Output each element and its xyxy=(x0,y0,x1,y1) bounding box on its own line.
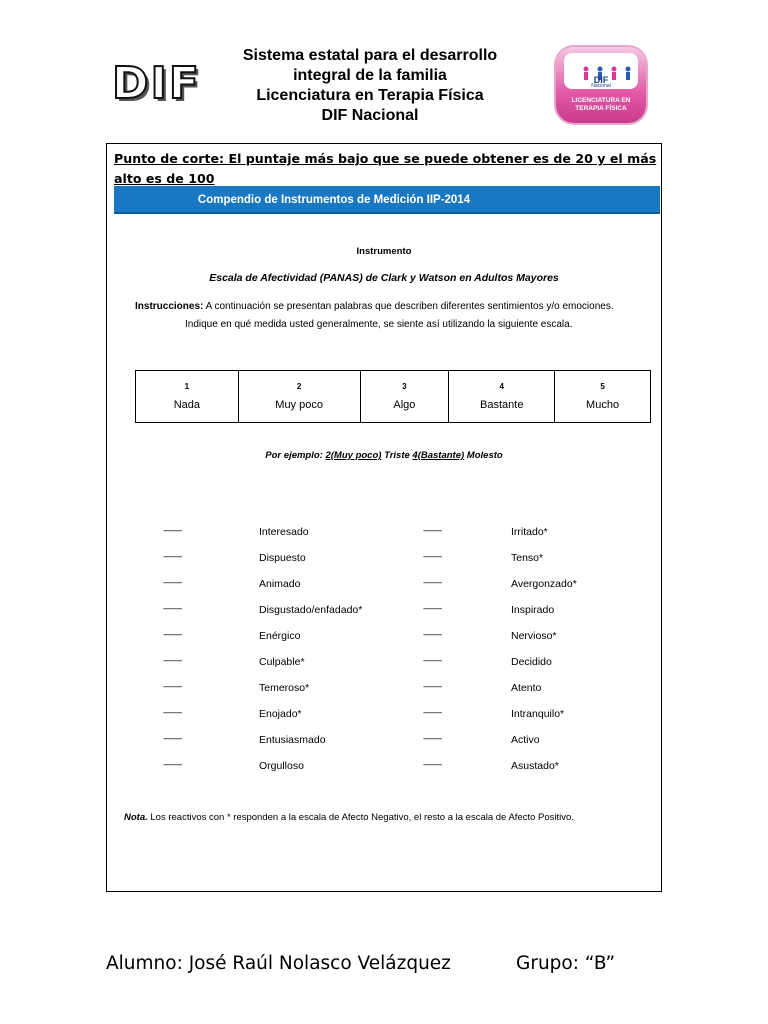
answer-blank: ----------- xyxy=(163,552,182,561)
answer-blank: ----------- xyxy=(423,552,442,561)
item-word: Orgulloso xyxy=(259,760,304,772)
answer-blank: ----------- xyxy=(163,630,182,639)
items-list xyxy=(107,520,663,780)
scale-cell-5 xyxy=(555,371,651,423)
answer-blank: ----------- xyxy=(163,708,182,717)
title-line-1: Sistema estatal para el desarrollo xyxy=(242,47,498,64)
badge-program-text: LICENCIATURA EN TERAPIA FÍSICA xyxy=(571,97,631,112)
page-footer xyxy=(0,953,768,983)
item-word: Inspirado xyxy=(511,604,555,616)
scale-num: 4 xyxy=(499,382,504,391)
example-second-rating: 4(Bastante) xyxy=(412,450,465,461)
item-word: Asustado* xyxy=(511,760,559,772)
example-prefix: Por ejemplo: xyxy=(265,450,326,461)
answer-blank: ----------- xyxy=(423,708,442,717)
banner-title: Compendio de Instrumentos de Medición IIP-2014 xyxy=(197,194,471,206)
badge-sub-label: Nacional xyxy=(591,83,611,89)
scale-cell-2 xyxy=(238,371,360,423)
item-word: Atento xyxy=(511,682,542,694)
answer-blank: ----------- xyxy=(423,734,442,743)
scale-num: 5 xyxy=(600,382,605,391)
rating-scale-table xyxy=(135,370,651,423)
scale-cell-4 xyxy=(449,371,555,423)
instrument-frame xyxy=(106,143,662,892)
item-row xyxy=(107,754,663,780)
item-row xyxy=(107,676,663,702)
answer-blank: ----------- xyxy=(163,526,182,535)
compendium-banner xyxy=(114,186,660,214)
scale-num: 3 xyxy=(402,382,407,391)
answer-blank: ----------- xyxy=(423,630,442,639)
answer-blank: ----------- xyxy=(423,656,442,665)
item-word: Animado xyxy=(259,578,301,590)
item-word: Intranquilo* xyxy=(511,708,565,720)
example-line xyxy=(107,450,661,461)
item-row xyxy=(107,572,663,598)
example-middle: Triste xyxy=(381,450,413,461)
badge-dif-label: DIF xyxy=(593,75,609,85)
instructions-bold: Instrucciones: xyxy=(135,301,204,312)
instructions-line-1: A continuación se presentan palabras que describen diferentes sentimientos y/o emociones. xyxy=(203,301,614,312)
title-line-4: DIF Nacional xyxy=(321,107,419,124)
item-word: Nervioso* xyxy=(511,630,557,642)
dif-logo: DIF xyxy=(112,58,201,109)
item-word: Entusiasmado xyxy=(259,734,326,746)
example-suffix: Molesto xyxy=(464,450,503,461)
scoring-note xyxy=(124,812,654,823)
instructions-line-2: Indique en qué medida usted generalmente, se siente así utilizando la siguiente escala. xyxy=(185,319,573,330)
item-row xyxy=(107,650,663,676)
title-line-2: integral de la familia xyxy=(293,67,447,84)
scale-name: Escala de Afectividad (PANAS) de Clark y Watson en Adultos Mayores xyxy=(209,272,559,284)
item-word: Tenso* xyxy=(511,552,544,564)
answer-blank: ----------- xyxy=(423,760,442,769)
item-word: Irritado* xyxy=(511,526,548,538)
answer-blank: ----------- xyxy=(163,656,182,665)
answer-blank: ----------- xyxy=(163,682,182,691)
program-badge-logo xyxy=(556,47,646,123)
rating-scale-row xyxy=(136,371,651,423)
item-word: Temeroso* xyxy=(259,682,310,694)
item-word: Activo xyxy=(511,734,540,746)
item-word: Interesado xyxy=(259,526,309,538)
item-row xyxy=(107,702,663,728)
answer-blank: ----------- xyxy=(163,760,182,769)
title-line-3: Licenciatura en Terapia Física xyxy=(256,87,484,104)
scale-label: Bastante xyxy=(480,399,524,411)
scale-label: Algo xyxy=(393,399,416,411)
institution-title xyxy=(210,46,530,126)
note-text: Los reactivos con * responden a la escala de Afecto Negativo, el resto a la escala de Afecto Positivo. xyxy=(147,812,574,823)
item-word: Enojado* xyxy=(259,708,302,720)
scale-label: Nada xyxy=(173,399,201,411)
note-bold: Nota. xyxy=(124,812,148,823)
example-first-rating: 2(Muy poco) xyxy=(325,450,382,461)
answer-blank: ----------- xyxy=(423,604,442,613)
scale-cell-3 xyxy=(360,371,449,423)
scale-label: Mucho xyxy=(586,399,620,411)
item-row xyxy=(107,728,663,754)
instrument-label: Instrumento xyxy=(356,246,412,257)
group-label: Grupo: “B” xyxy=(516,953,616,974)
answer-blank: ----------- xyxy=(423,526,442,535)
scale-num: 1 xyxy=(184,382,190,391)
answer-blank: ----------- xyxy=(163,578,182,587)
item-row xyxy=(107,624,663,650)
item-word: Dispuesto xyxy=(259,552,306,564)
item-word: Enérgico xyxy=(259,630,301,642)
item-word: Disgustado/enfadado* xyxy=(259,604,363,616)
instructions xyxy=(135,298,655,334)
scale-cell-1 xyxy=(136,371,239,423)
answer-blank: ----------- xyxy=(163,604,182,613)
item-row xyxy=(107,598,663,624)
page-header xyxy=(0,44,768,134)
item-word: Decidido xyxy=(511,656,552,668)
answer-blank: ----------- xyxy=(423,578,442,587)
answer-blank: ----------- xyxy=(163,734,182,743)
student-name: Alumno: José Raúl Nolasco Velázquez xyxy=(106,953,451,974)
cutoff-statement: Punto de corte: El puntaje más bajo que se puede obtener es de 20 y el más alto es de 100 xyxy=(114,151,657,186)
item-row xyxy=(107,520,663,546)
item-row xyxy=(107,546,663,572)
scale-num: 2 xyxy=(296,382,302,391)
answer-blank: ----------- xyxy=(423,682,442,691)
item-word: Culpable* xyxy=(259,656,305,668)
scale-label: Muy poco xyxy=(275,399,323,411)
item-word: Avergonzado* xyxy=(511,578,577,590)
